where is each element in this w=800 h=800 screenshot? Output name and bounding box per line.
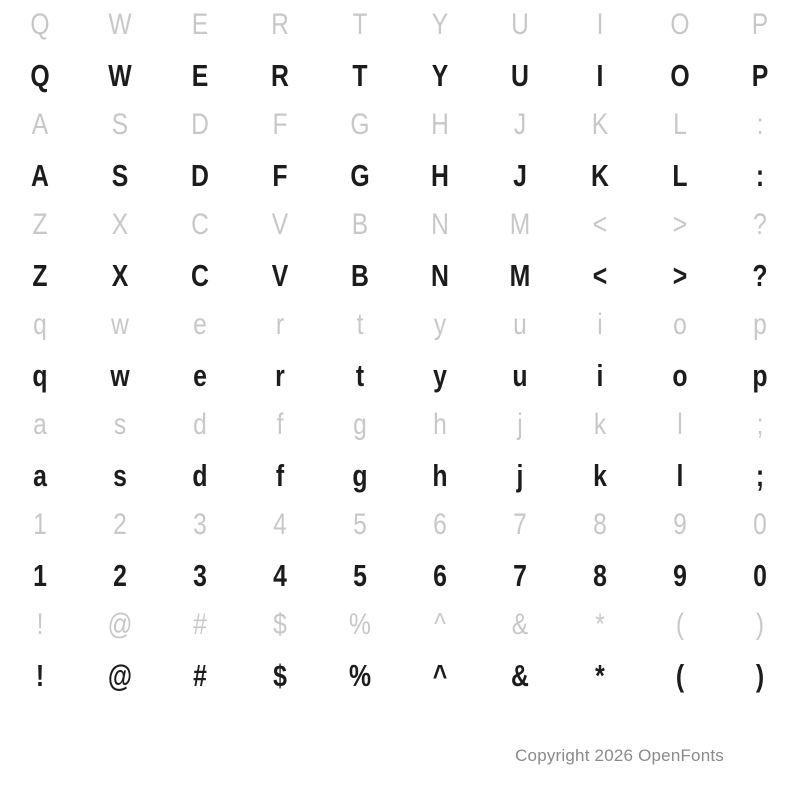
glyph-cell: 7 [513,508,527,541]
glyph-cell: : [755,157,765,193]
glyph-cell: e [193,308,207,341]
glyph-cell: 9 [673,508,687,541]
glyph-row [0,550,800,600]
glyph-cell: F [272,157,288,193]
glyph-cell: 3 [193,557,207,593]
copyright-notice: Copyright 2026 OpenFonts [515,746,724,765]
glyph-cell: j [516,457,524,493]
glyph-cell: r [275,308,285,341]
glyph-cell: H [431,108,449,141]
glyph-row [0,250,800,300]
glyph-cell: R [271,57,289,93]
glyph-cell: A [31,157,49,193]
glyph-row [0,400,800,450]
glyph-cell: L [673,108,687,141]
glyph-cell: N [431,257,449,293]
glyph-cell: 9 [673,557,687,593]
glyph-cell: Q [30,57,50,93]
glyph-cell: ) [755,608,765,641]
glyph-cell: G [350,157,370,193]
glyph-cell: D [191,157,209,193]
glyph-cell: f [276,408,284,441]
glyph-cell: d [192,457,208,493]
glyph-cell: t [356,308,364,341]
glyph-cell: ^ [432,657,448,693]
glyph-cell: @ [107,608,133,641]
glyph-cell: I [596,57,604,93]
glyph-cell: h [433,408,447,441]
glyph-cell: X [111,208,129,241]
glyph-cell: W [108,8,132,41]
glyph-cell: E [191,8,209,41]
glyph-row [0,650,800,700]
glyph-cell: k [593,457,607,493]
glyph-cell: J [513,108,527,141]
glyph-cell: d [193,408,207,441]
glyph-cell: l [677,408,683,441]
glyph-cell: a [33,408,47,441]
glyph-cell: f [275,457,285,493]
glyph-row [0,200,800,250]
glyph-cell: Z [32,257,48,293]
glyph-cell: 8 [593,557,607,593]
glyph-cell: S [111,157,129,193]
glyph-cell: O [670,8,690,41]
glyph-cell: 4 [273,557,287,593]
glyph-cell: A [31,108,49,141]
glyph-cell: R [271,8,289,41]
glyph-cell: l [676,457,684,493]
glyph-cell: ( [675,608,685,641]
glyph-cell: u [512,357,528,393]
glyph-row [0,0,800,50]
glyph-cell: * [595,657,605,693]
glyph-cell: 2 [113,508,127,541]
glyph-cell: ) [755,657,765,693]
glyph-cell: p [753,308,767,341]
glyph-cell: 5 [353,557,367,593]
glyph-cell: W [108,57,132,93]
glyph-cell: a [33,457,47,493]
glyph-cell: P [751,57,769,93]
glyph-cell: 5 [353,508,367,541]
glyph-cell: # [193,657,207,693]
glyph-cell: q [32,357,48,393]
glyph-row [0,600,800,650]
glyph-cell: X [111,257,129,293]
glyph-cell: V [271,257,289,293]
glyph-cell: y [433,308,447,341]
glyph-cell: S [111,108,129,141]
glyph-cell: ( [675,657,685,693]
glyph-cell: ? [753,208,767,241]
glyph-cell: $ [273,657,287,693]
glyph-cell: K [591,108,609,141]
glyph-cell: i [596,357,604,393]
glyph-cell: ! [35,657,45,693]
glyph-cell: # [193,608,207,641]
glyph-cell: 6 [433,508,447,541]
glyph-cell: 3 [193,508,207,541]
glyph-cell: C [191,208,209,241]
glyph-cell: 2 [113,557,127,593]
glyph-cell: T [352,57,368,93]
glyph-cell: $ [273,608,287,641]
glyph-cell: U [511,57,529,93]
glyph-cell: G [350,108,370,141]
glyph-cell: g [353,408,367,441]
glyph-cell: 4 [273,508,287,541]
glyph-cell: P [751,8,769,41]
glyph-row [0,50,800,100]
glyph-cell: T [352,8,368,41]
glyph-cell: h [432,457,448,493]
glyph-row [0,100,800,150]
glyph-cell: e [193,357,207,393]
glyph-cell: & [511,657,529,693]
glyph-cell: g [352,457,368,493]
glyph-cell: 7 [513,557,527,593]
glyph-cell: Y [431,8,449,41]
glyph-cell: M [509,257,531,293]
glyph-cell: < [592,257,608,293]
glyph-cell: E [191,57,209,93]
glyph-row [0,300,800,350]
glyph-cell: p [752,357,768,393]
glyph-cell: y [433,357,447,393]
glyph-cell: 0 [753,508,767,541]
glyph-cell: Z [32,208,48,241]
glyph-cell: s [113,408,127,441]
glyph-cell: B [351,208,369,241]
glyph-cell: 1 [33,557,47,593]
glyph-row [0,500,800,550]
glyph-cell: o [673,308,687,341]
glyph-cell: ! [36,608,44,641]
glyph-cell: V [271,208,289,241]
glyph-cell: J [513,157,527,193]
glyph-cell: i [597,308,603,341]
glyph-cell: ^ [434,608,446,641]
glyph-cell: H [431,157,449,193]
glyph-cell: % [349,608,371,641]
glyph-cell: > [672,208,688,241]
glyph-cell: o [672,357,688,393]
glyph-cell: j [517,408,523,441]
glyph-row [0,350,800,400]
glyph-cell: L [672,157,688,193]
glyph-cell: M [509,208,531,241]
glyph-cell: 8 [593,508,607,541]
glyph-cell: w [111,308,129,341]
glyph-cell: ; [755,457,765,493]
glyph-cell: * [595,608,605,641]
glyph-cell: ? [752,257,768,293]
glyph-cell: < [592,208,608,241]
glyph-cell: O [670,57,690,93]
glyph-cell: F [272,108,288,141]
glyph-cell: I [596,8,604,41]
glyph-cell: % [348,657,372,693]
glyph-cell: w [110,357,130,393]
glyph-cell: Q [30,8,50,41]
glyph-cell: k [593,408,607,441]
glyph-cell: K [591,157,609,193]
glyph-cell: @ [107,657,133,693]
glyph-cell: t [355,357,365,393]
glyph-cell: 1 [33,508,47,541]
glyph-cell: 0 [753,557,767,593]
glyph-cell: B [351,257,369,293]
glyph-cell: N [431,208,449,241]
glyph-cell: U [511,8,529,41]
glyph-cell: ; [756,408,764,441]
glyph-row [0,450,800,500]
glyph-cell: & [511,608,529,641]
glyph-cell: : [756,108,764,141]
glyph-cell: s [113,457,127,493]
glyph-cell: r [275,357,285,393]
glyph-cell: > [672,257,688,293]
glyph-cell: C [191,257,209,293]
glyph-row [0,150,800,200]
glyph-cell: u [513,308,527,341]
glyph-cell: q [33,308,47,341]
glyph-cell: 6 [433,557,447,593]
glyph-cell: Y [431,57,449,93]
glyph-cell: D [191,108,209,141]
